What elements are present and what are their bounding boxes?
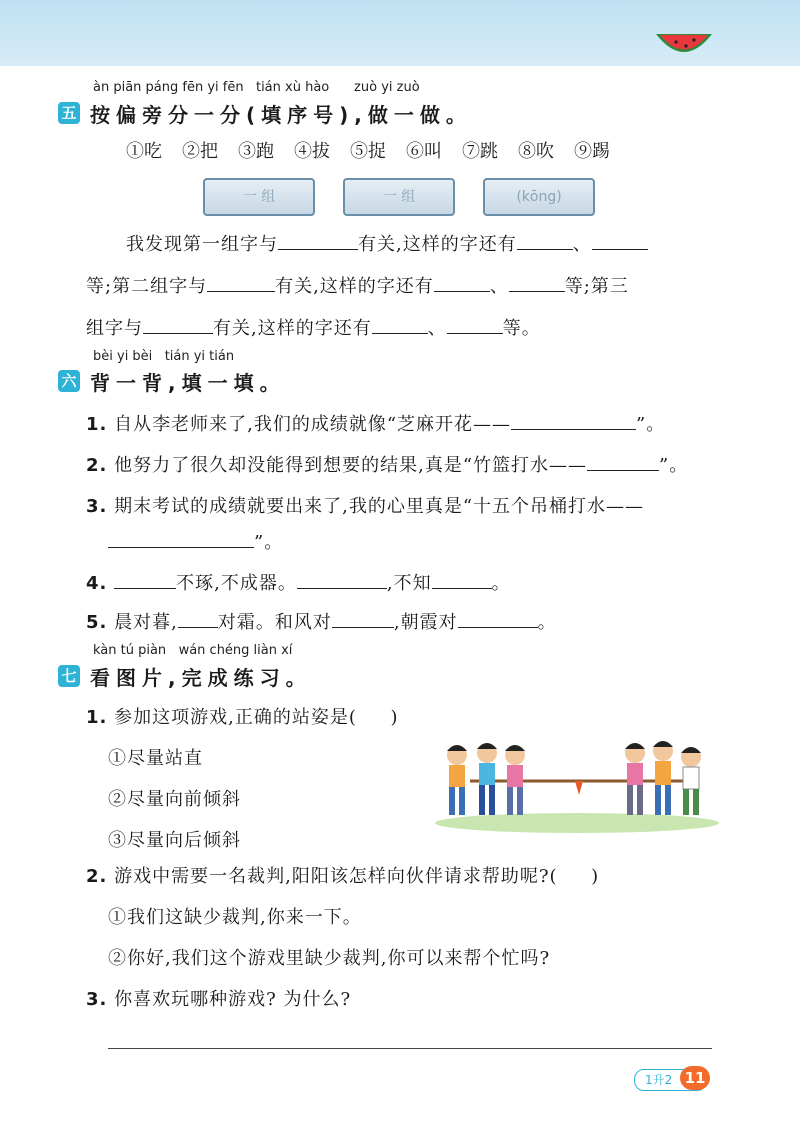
question-text: 期末考试的成绩就要出来了,我的心里真是“十五个吊桶打水—— bbox=[114, 496, 645, 517]
answer-line[interactable] bbox=[108, 1048, 712, 1049]
section6-badge: 六 bbox=[58, 370, 80, 392]
question-text: ”。 bbox=[254, 532, 284, 553]
question-number: 3. bbox=[86, 989, 108, 1010]
char-item: ②把 bbox=[182, 141, 218, 162]
question-text: ”。 bbox=[636, 414, 666, 435]
s7-q2-option[interactable]: ①我们这缺少裁判,你来一下。 bbox=[108, 907, 362, 928]
group-box-3[interactable] bbox=[483, 178, 595, 216]
para-text: 有关,这样的字还有 bbox=[358, 234, 517, 255]
para-text: 有关,这样的字还有 bbox=[275, 276, 434, 297]
question-number: 1. bbox=[86, 414, 108, 435]
answer-blank[interactable] bbox=[434, 275, 490, 292]
section5-title: 按偏旁分一分(填序号),做一做。 bbox=[90, 103, 472, 127]
section7-pinyin: kàn tú piàn wán chéng liàn xí bbox=[93, 643, 293, 658]
question-number: 5. bbox=[86, 612, 108, 633]
s7-q1-option[interactable]: ③尽量向后倾斜 bbox=[108, 830, 241, 851]
para-text: 、 bbox=[427, 318, 447, 339]
answer-blank[interactable] bbox=[114, 572, 176, 589]
answer-blank[interactable] bbox=[143, 317, 213, 334]
question-text: 。 bbox=[491, 573, 511, 594]
s7-q1-option[interactable]: ①尽量站直 bbox=[108, 748, 203, 769]
para-line-3 bbox=[86, 314, 541, 340]
page-number: 11 bbox=[680, 1066, 710, 1090]
answer-blank[interactable] bbox=[587, 454, 659, 471]
section7-badge: 七 bbox=[58, 665, 80, 687]
para-text: 、 bbox=[489, 276, 509, 297]
answer-blank[interactable] bbox=[592, 233, 648, 250]
group-box-1[interactable] bbox=[203, 178, 315, 216]
answer-blank[interactable] bbox=[297, 572, 387, 589]
section5-badge: 五 bbox=[58, 102, 80, 124]
question-text: ,不知 bbox=[386, 573, 432, 594]
question-text: 游戏中需要一名裁判,阳阳该怎样向伙伴请求帮助呢?( ) bbox=[114, 866, 600, 887]
char-item: ⑦跳 bbox=[462, 141, 498, 162]
char-item: ⑤捉 bbox=[350, 141, 386, 162]
s6-question-3-cont bbox=[108, 528, 283, 554]
s7-question-3 bbox=[86, 985, 351, 1011]
answer-blank[interactable] bbox=[458, 611, 538, 628]
para-text: 我发现第一组字与 bbox=[126, 234, 278, 255]
question-text: 晨对暮, bbox=[114, 612, 178, 633]
para-text: 等。 bbox=[502, 318, 541, 339]
question-number: 3. bbox=[86, 496, 108, 517]
para-text: 组字与 bbox=[86, 318, 143, 339]
s6-question-3 bbox=[86, 492, 644, 518]
answer-blank[interactable] bbox=[432, 572, 492, 589]
question-text: 不琢,不成器。 bbox=[176, 573, 297, 594]
answer-blank[interactable] bbox=[278, 233, 358, 250]
question-number: 2. bbox=[86, 455, 108, 476]
answer-blank[interactable] bbox=[207, 275, 275, 292]
answer-blank[interactable] bbox=[517, 233, 573, 250]
tug-of-war-illustration bbox=[435, 735, 720, 835]
answer-blank[interactable] bbox=[108, 531, 254, 548]
character-list bbox=[126, 137, 610, 163]
char-item: ③跑 bbox=[238, 141, 274, 162]
answer-blank[interactable] bbox=[178, 611, 218, 628]
char-item: ⑨踢 bbox=[574, 141, 610, 162]
group-box-label: 一 组 bbox=[382, 189, 416, 205]
char-item: ⑥叫 bbox=[406, 141, 442, 162]
section7-title: 看图片,完成练习。 bbox=[90, 666, 312, 690]
question-number: 4. bbox=[86, 573, 108, 594]
section6-title: 背一背,填一填。 bbox=[90, 371, 286, 395]
s6-question-2 bbox=[86, 451, 688, 477]
group-box-2[interactable] bbox=[343, 178, 455, 216]
answer-blank[interactable] bbox=[509, 275, 565, 292]
para-text: 等;第二组字与 bbox=[86, 276, 208, 297]
question-text: 对霜。和风对 bbox=[217, 612, 332, 633]
watermelon-icon bbox=[654, 30, 714, 60]
question-number: 2. bbox=[86, 866, 108, 887]
s6-question-4 bbox=[86, 569, 511, 595]
para-text: 有关,这样的字还有 bbox=[213, 318, 372, 339]
char-item: ①吃 bbox=[126, 141, 162, 162]
s7-q1-option[interactable]: ②尽量向前倾斜 bbox=[108, 789, 241, 810]
char-item: ⑧吹 bbox=[518, 141, 554, 162]
s7-question-1 bbox=[86, 703, 398, 729]
char-item: ④拔 bbox=[294, 141, 330, 162]
answer-blank[interactable] bbox=[332, 611, 394, 628]
question-text: 自从李老师来了,我们的成绩就像“芝麻开花—— bbox=[114, 414, 512, 435]
question-text: ”。 bbox=[659, 455, 689, 476]
question-text: 参加这项游戏,正确的站姿是( ) bbox=[114, 707, 399, 728]
answer-blank[interactable] bbox=[447, 317, 503, 334]
s6-question-5 bbox=[86, 608, 557, 634]
answer-blank[interactable] bbox=[511, 413, 636, 430]
s7-question-2 bbox=[86, 862, 599, 888]
question-number: 1. bbox=[86, 707, 108, 728]
question-text: 他努力了很久却没能得到想要的结果,真是“竹篮打水—— bbox=[114, 455, 588, 476]
grade-label: 1升2 bbox=[634, 1069, 707, 1091]
para-line-2 bbox=[86, 272, 629, 298]
group-box-label: 一 组 bbox=[242, 189, 276, 205]
s6-question-1 bbox=[86, 410, 665, 436]
s7-q2-option[interactable]: ②你好,我们这个游戏里缺少裁判,你可以来帮个忙吗? bbox=[108, 948, 551, 969]
answer-blank[interactable] bbox=[372, 317, 428, 334]
section6-pinyin: bèi yi bèi tián yi tián bbox=[93, 349, 235, 364]
question-text: ,朝霞对 bbox=[393, 612, 458, 633]
question-text: 你喜欢玩哪种游戏? 为什么? bbox=[114, 989, 352, 1010]
para-line-1 bbox=[126, 230, 648, 256]
section5-pinyin: àn piān páng fēn yi fēn tián xù hào zuò yi zuò bbox=[93, 80, 420, 95]
para-text: 、 bbox=[572, 234, 592, 255]
para-text: 等;第三 bbox=[564, 276, 629, 297]
group-box-label: (kōng) bbox=[516, 189, 562, 205]
question-text: 。 bbox=[537, 612, 557, 633]
